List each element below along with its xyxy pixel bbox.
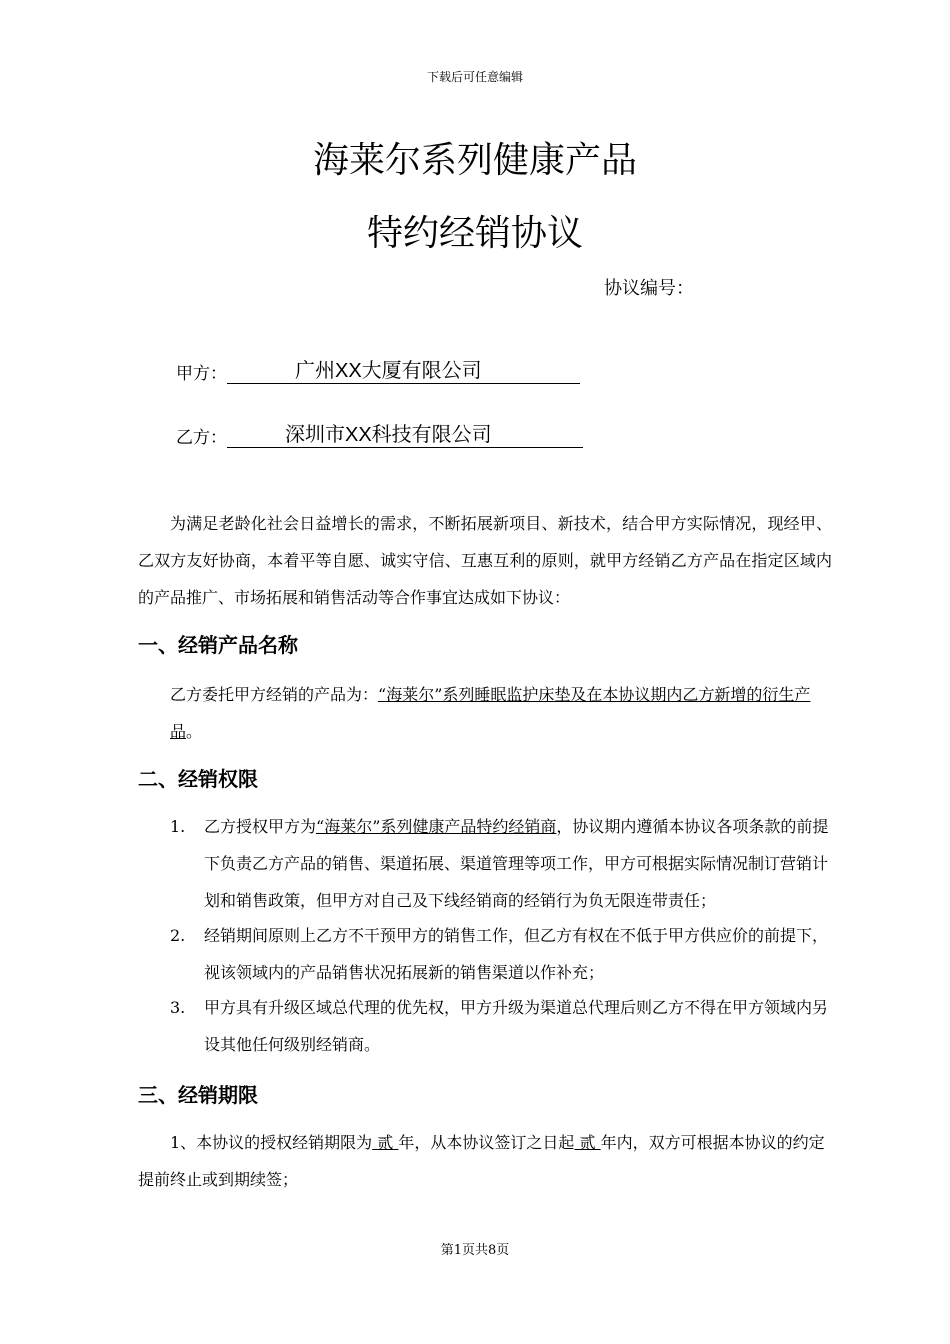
document-title-line2: 特约经销协议 (366, 213, 583, 254)
section1-heading: 一、经销产品名称 (138, 633, 298, 657)
party-b-label: 乙方： (176, 428, 227, 448)
section3-term1-value: 贰 (377, 1133, 394, 1152)
section3-text-a: 1、本协议的授权经销期限为 (170, 1133, 373, 1152)
section3-term2 (574, 1133, 600, 1152)
list-item-dealer-title: “海莱尔”系列健康产品特约经销商 (316, 817, 557, 836)
party-a-field (227, 359, 580, 384)
section1-text-suffix: 。 (186, 722, 203, 741)
header-note: 下载后可任意编辑 (426, 70, 523, 84)
list-item (170, 808, 832, 919)
section1-product-name: “海莱尔”系列睡眠监护床垫及在本协议期内乙方新增的衍生产品 (170, 685, 811, 741)
list-item-number: 3. (170, 998, 186, 1017)
list-item-text: 甲方具有升级区域总代理的优先权，甲方升级为渠道总代理后则乙方不得在甲方领域内另设其他任何级别经销商。 (204, 998, 829, 1054)
list-item-number: 2. (170, 926, 186, 945)
section2-heading: 二、经销权限 (138, 767, 258, 791)
document-title-line1: 海莱尔系列健康产品 (312, 140, 637, 181)
agreement-number-label: 协议编号： (604, 278, 694, 299)
party-b-field (227, 423, 583, 448)
list-item-text (204, 808, 832, 919)
party-b (176, 423, 583, 448)
section3-paragraph (138, 1124, 832, 1198)
section3-text-c: 年内，双方可根据本协议的约定提前终止或到期续签； (138, 1133, 825, 1189)
list-item (170, 917, 832, 991)
party-a (176, 359, 580, 384)
list-item-prefix: 乙方授权甲方为 (204, 817, 317, 836)
list-item-text: 经销期间原则上乙方不干预甲方的销售工作，但乙方有权在不低于甲方供应价的前提下，视该领域内的产品销售状况拓展新的销售渠道以作补充； (204, 926, 829, 982)
section3-term1 (372, 1133, 398, 1152)
party-a-value: 广州XX大厦有限公司 (295, 360, 482, 382)
list-item (170, 989, 832, 1063)
intro-paragraph: 为满足老龄化社会日益增长的需求，不断拓展新项目、新技术，结合甲方实际情况，现经甲、乙双方友好协商，本着平等自愿、诚实守信、互惠互利的原则，就甲方经销乙方产品在指定区域内的产品推广、市场拓展和销售活动等合作事宜达成如下协议： (138, 514, 832, 607)
section1-text-prefix: 乙方委托甲方经销的产品为： (170, 685, 379, 704)
section3-heading: 三、经销期限 (138, 1083, 258, 1107)
party-a-label: 甲方： (176, 364, 227, 384)
list-item-number: 1. (170, 817, 186, 836)
list-item-suffix: ，协议期内遵循本协议各项条款的前提下负责乙方产品的销售、渠道拓展、渠道管理等项工作，甲方可根据实际情况制订营销计划和销售政策，但甲方对自己及下线经销商的经销行为负无限连带责任； (204, 817, 829, 910)
section3-text-b: 年，从本协议签订之日起 (398, 1133, 575, 1152)
section1-paragraph (138, 676, 832, 750)
section3-term2-value: 贰 (579, 1133, 596, 1152)
page-number: 第1页共8页 (440, 1243, 510, 1258)
party-b-value: 深圳市XX科技有限公司 (285, 424, 492, 446)
